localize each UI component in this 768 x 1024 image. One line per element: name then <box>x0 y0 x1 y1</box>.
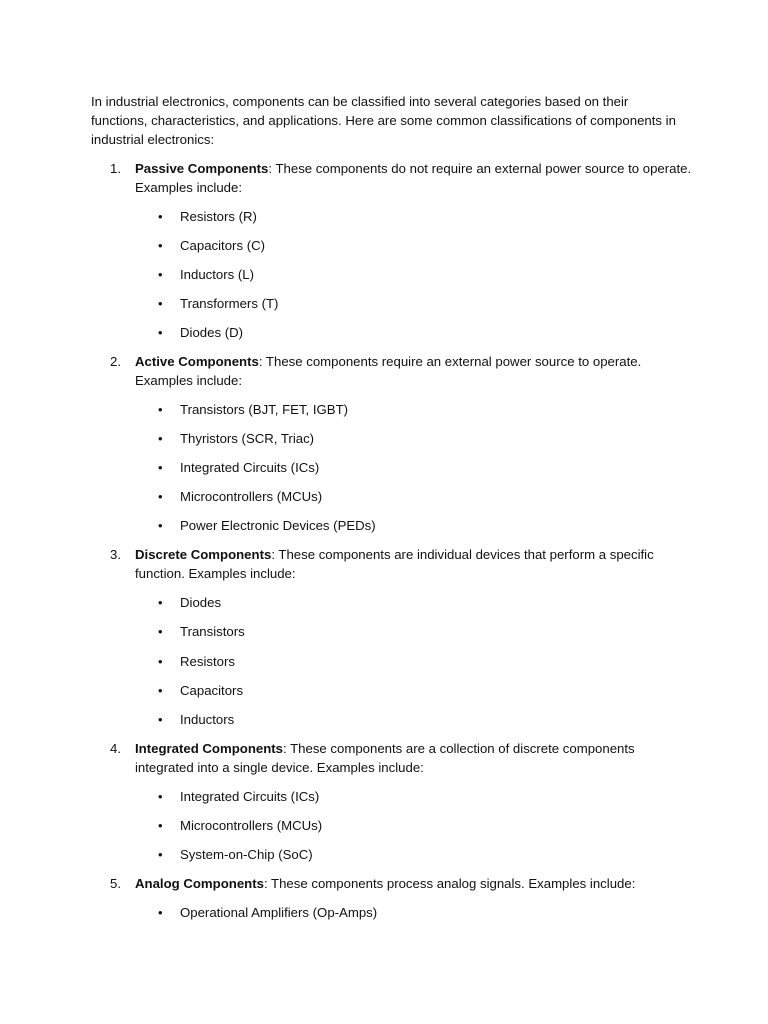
example-item: Transistors (BJT, FET, IGBT) <box>180 402 349 417</box>
example-item: Resistors (R) <box>180 209 257 224</box>
bullet-icon: • <box>158 489 163 504</box>
bullet-icon: • <box>158 789 163 804</box>
list-item-text <box>135 159 695 197</box>
example-item: Operational Amplifiers (Op-Amps) <box>180 905 378 920</box>
bullet-icon: • <box>158 402 163 417</box>
item-title: Passive Components <box>135 161 269 176</box>
bullet-icon: • <box>158 460 163 475</box>
example-item: Transistors <box>180 624 245 639</box>
list-number: 4. <box>110 741 121 756</box>
example-item: System-on-Chip (SoC) <box>180 847 313 862</box>
example-item: Capacitors <box>180 683 244 698</box>
example-item: Integrated Circuits (ICs) <box>180 789 320 804</box>
item-description: : These components do not require an external power source to operate. Examples include: <box>135 161 692 195</box>
list-number: 3. <box>110 547 121 562</box>
bullet-icon: • <box>158 712 163 727</box>
item-description: : These components require an external power source to operate. Examples include: <box>135 354 642 388</box>
bullet-icon: • <box>158 818 163 833</box>
example-item: Integrated Circuits (ICs) <box>180 460 320 475</box>
item-description: : These components process analog signals. Examples include: <box>263 876 636 891</box>
item-title: Analog Components <box>135 876 264 891</box>
bullet-icon: • <box>158 595 163 610</box>
intro-paragraph: In industrial electronics, components can be classified into several categories based on their functions, characteristics, and applications. Here are some common classifications of components in industrial electronics: <box>91 94 676 147</box>
example-item: Diodes <box>180 595 222 610</box>
bullet-icon: • <box>158 238 163 253</box>
example-item: Diodes (D) <box>180 325 244 340</box>
bullet-icon: • <box>158 325 163 340</box>
example-item: Transformers (T) <box>180 296 279 311</box>
list-item-text <box>135 545 695 583</box>
list-item-text <box>135 739 695 777</box>
bullet-icon: • <box>158 518 163 533</box>
list-item-text <box>135 352 695 390</box>
example-item: Resistors <box>180 654 235 669</box>
bullet-icon: • <box>158 654 163 669</box>
item-title: Active Components <box>135 354 259 369</box>
bullet-icon: • <box>158 683 163 698</box>
bullet-icon: • <box>158 624 163 639</box>
list-item-text <box>135 874 695 893</box>
bullet-icon: • <box>158 431 163 446</box>
bullet-icon: • <box>158 209 163 224</box>
example-item: Inductors (L) <box>180 267 255 282</box>
list-number: 2. <box>110 354 121 369</box>
example-item: Power Electronic Devices (PEDs) <box>180 518 376 533</box>
item-title: Discrete Components <box>135 547 272 562</box>
example-item: Thyristors (SCR, Triac) <box>180 431 315 446</box>
bullet-icon: • <box>158 905 163 920</box>
example-item: Microcontrollers (MCUs) <box>180 818 323 833</box>
item-description: : These components are a collection of discrete components integrated into a single device. Examples include: <box>135 741 635 775</box>
example-item: Capacitors (C) <box>180 238 266 253</box>
bullet-icon: • <box>158 296 163 311</box>
item-title: Integrated Components <box>135 741 283 756</box>
bullet-icon: • <box>158 267 163 282</box>
list-number: 5. <box>110 876 121 891</box>
bullet-icon: • <box>158 847 163 862</box>
item-description: : These components are individual devices that perform a specific function. Examples include: <box>135 547 654 581</box>
list-number: 1. <box>110 161 121 176</box>
example-item: Microcontrollers (MCUs) <box>180 489 323 504</box>
example-item: Inductors <box>180 712 235 727</box>
